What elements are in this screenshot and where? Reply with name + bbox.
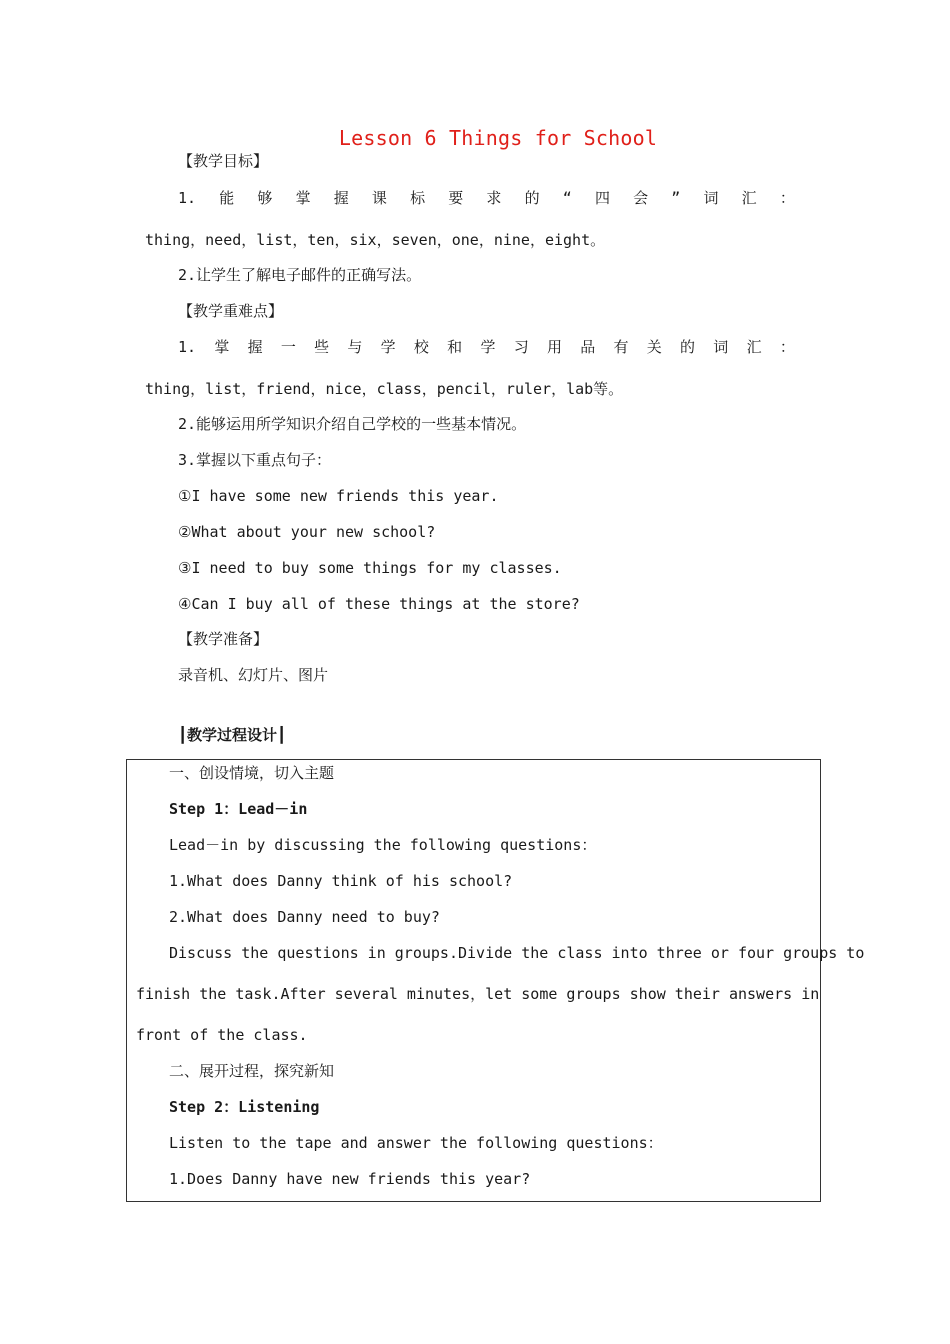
process-discuss-line3: front of the class. [136, 1026, 308, 1044]
spread-char: 掌 [214, 338, 230, 356]
keypoints-item1-line [178, 337, 795, 357]
process-step2-intro: Listen to the tape and answer the following questions： [169, 1134, 663, 1152]
spread-char: 品 [580, 338, 596, 356]
goals-heading: 【教学目标】 [178, 152, 269, 170]
spread-char: 1. [178, 189, 197, 207]
spread-char: 汇 [741, 189, 757, 207]
spread-char: 的 [524, 189, 540, 207]
spread-char: 要 [448, 189, 464, 207]
spread-char: 词 [713, 338, 729, 356]
keypoints-item2: 2.能够运用所学知识介绍自己学校的一些基本情况。 [178, 415, 527, 433]
process-part2: 二、展开过程，探究新知 [169, 1062, 335, 1080]
spread-char: 掌 [295, 189, 311, 207]
process-q1: 1.What does Danny think of his school? [169, 872, 513, 890]
process-lq1: 1.Does Danny have new friends this year? [169, 1170, 531, 1188]
spread-char: 四 [594, 189, 610, 207]
process-step2: Step 2：Listening [169, 1098, 320, 1116]
process-discuss-line2: finish the task.After several minutes，let some groups show their answers in [136, 985, 820, 1003]
preparation-text: 录音机、幻灯片、图片 [178, 666, 329, 684]
process-part1: 一、创设情境，切入主题 [169, 764, 335, 782]
spread-char: 1. [178, 338, 197, 356]
spread-char: 学 [480, 338, 496, 356]
keypoints-item3: 3.掌握以下重点句子： [178, 451, 332, 469]
spread-char: 和 [447, 338, 463, 356]
key-sentence: ③I need to buy some things for my classes. [178, 559, 562, 577]
spread-char: 标 [410, 189, 426, 207]
spread-char: ” [671, 189, 681, 207]
key-sentence: ②What about your new school? [178, 523, 436, 541]
spread-char: 与 [347, 338, 363, 356]
key-sentence: ④Can I buy all of these things at the store? [178, 595, 580, 613]
spread-char: 关 [646, 338, 662, 356]
process-step1: Step 1：Lead－in [169, 800, 308, 818]
spread-char: “ [562, 189, 572, 207]
spread-char: ： [779, 189, 795, 207]
keypoints-item1-words: thing，list，friend，nice，class，pencil，ruler，lab等。 [145, 380, 624, 398]
goals-item1-words: thing，need，list，ten，six，seven，one，nine，eight。 [145, 231, 606, 249]
spread-char: 求 [486, 189, 502, 207]
spread-char: 会 [633, 189, 649, 207]
spread-char: 的 [680, 338, 696, 356]
process-discuss-line1: Discuss the questions in groups.Divide the class into three or four groups to [169, 944, 865, 962]
process-box [126, 759, 865, 1202]
spread-char: 学 [380, 338, 396, 356]
page-title: Lesson 6 Things for School [338, 126, 658, 150]
spread-char: 能 [219, 189, 235, 207]
key-sentence: ①I have some new friends this year. [178, 487, 499, 505]
goals-item1-line [178, 188, 795, 208]
spread-char: 握 [247, 338, 263, 356]
process-heading: ┃教学过程设计┃ [178, 726, 287, 744]
spread-char: 汇 [746, 338, 762, 356]
spread-char: 些 [314, 338, 330, 356]
spread-char: 够 [257, 189, 273, 207]
spread-char: 一 [280, 338, 296, 356]
spread-char: 词 [703, 189, 719, 207]
spread-char: ： [779, 338, 795, 356]
process-step1-intro: Lead－in by discussing the following questions： [169, 836, 597, 854]
goals-item2: 2.让学生了解电子邮件的正确写法。 [178, 266, 422, 284]
spread-char: 有 [613, 338, 629, 356]
spread-char: 握 [333, 189, 349, 207]
process-q2: 2.What does Danny need to buy? [169, 908, 440, 926]
preparation-heading: 【教学准备】 [178, 630, 269, 648]
spread-char: 课 [371, 189, 387, 207]
spread-char: 习 [513, 338, 529, 356]
spread-char: 校 [413, 338, 429, 356]
spread-char: 用 [546, 338, 562, 356]
keypoints-heading: 【教学重难点】 [178, 302, 284, 320]
